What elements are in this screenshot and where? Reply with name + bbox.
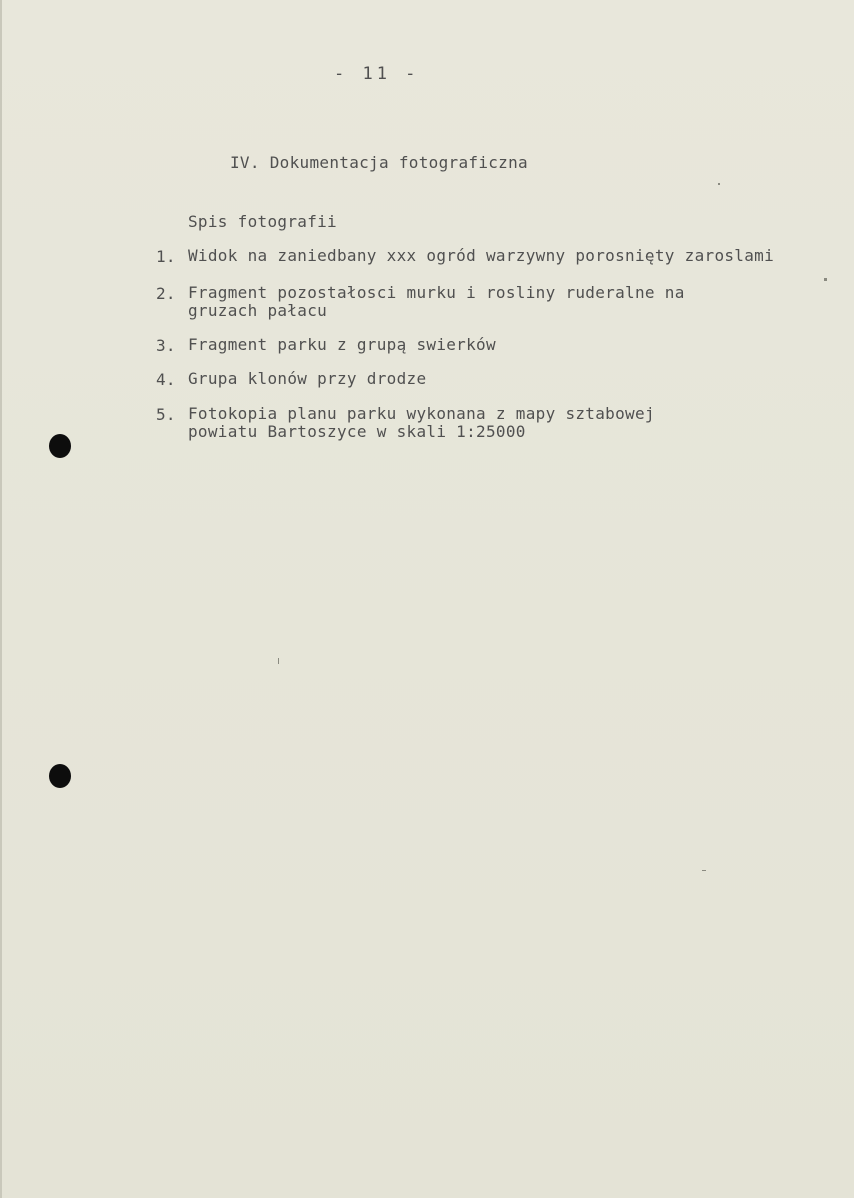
paper-speck (718, 183, 720, 185)
punch-hole (49, 434, 71, 458)
list-item-number: 5. (156, 405, 176, 424)
paper-speck (702, 870, 706, 871)
list-item-text: Fragment pozostałosci murku i rosliny ruderalne na gruzach pałacu (188, 283, 685, 320)
list-item-number: 1. (156, 247, 176, 266)
paper-speck (824, 278, 827, 281)
list-item-text: Fragment parku z grupą swierków (188, 335, 496, 354)
section-heading: IV. Dokumentacja fotograficzna (230, 153, 528, 172)
list-item-number: 2. (156, 284, 176, 303)
page-number: - 11 - (334, 64, 420, 84)
paper-speck (278, 658, 279, 664)
punch-hole (49, 764, 71, 788)
list-item-text: Grupa klonów przy drodze (188, 369, 427, 388)
photo-list-heading: Spis fotografii (188, 212, 337, 231)
list-item-number: 4. (156, 370, 176, 389)
list-item-text: Fotokopia planu parku wykonana z mapy sztabowej powiatu Bartoszyce w skali 1:25000 (188, 404, 655, 441)
list-item-number: 3. (156, 336, 176, 355)
list-item-text: Widok na zaniedbany xxx ogród warzywny porosnięty zaroslami (188, 246, 775, 265)
